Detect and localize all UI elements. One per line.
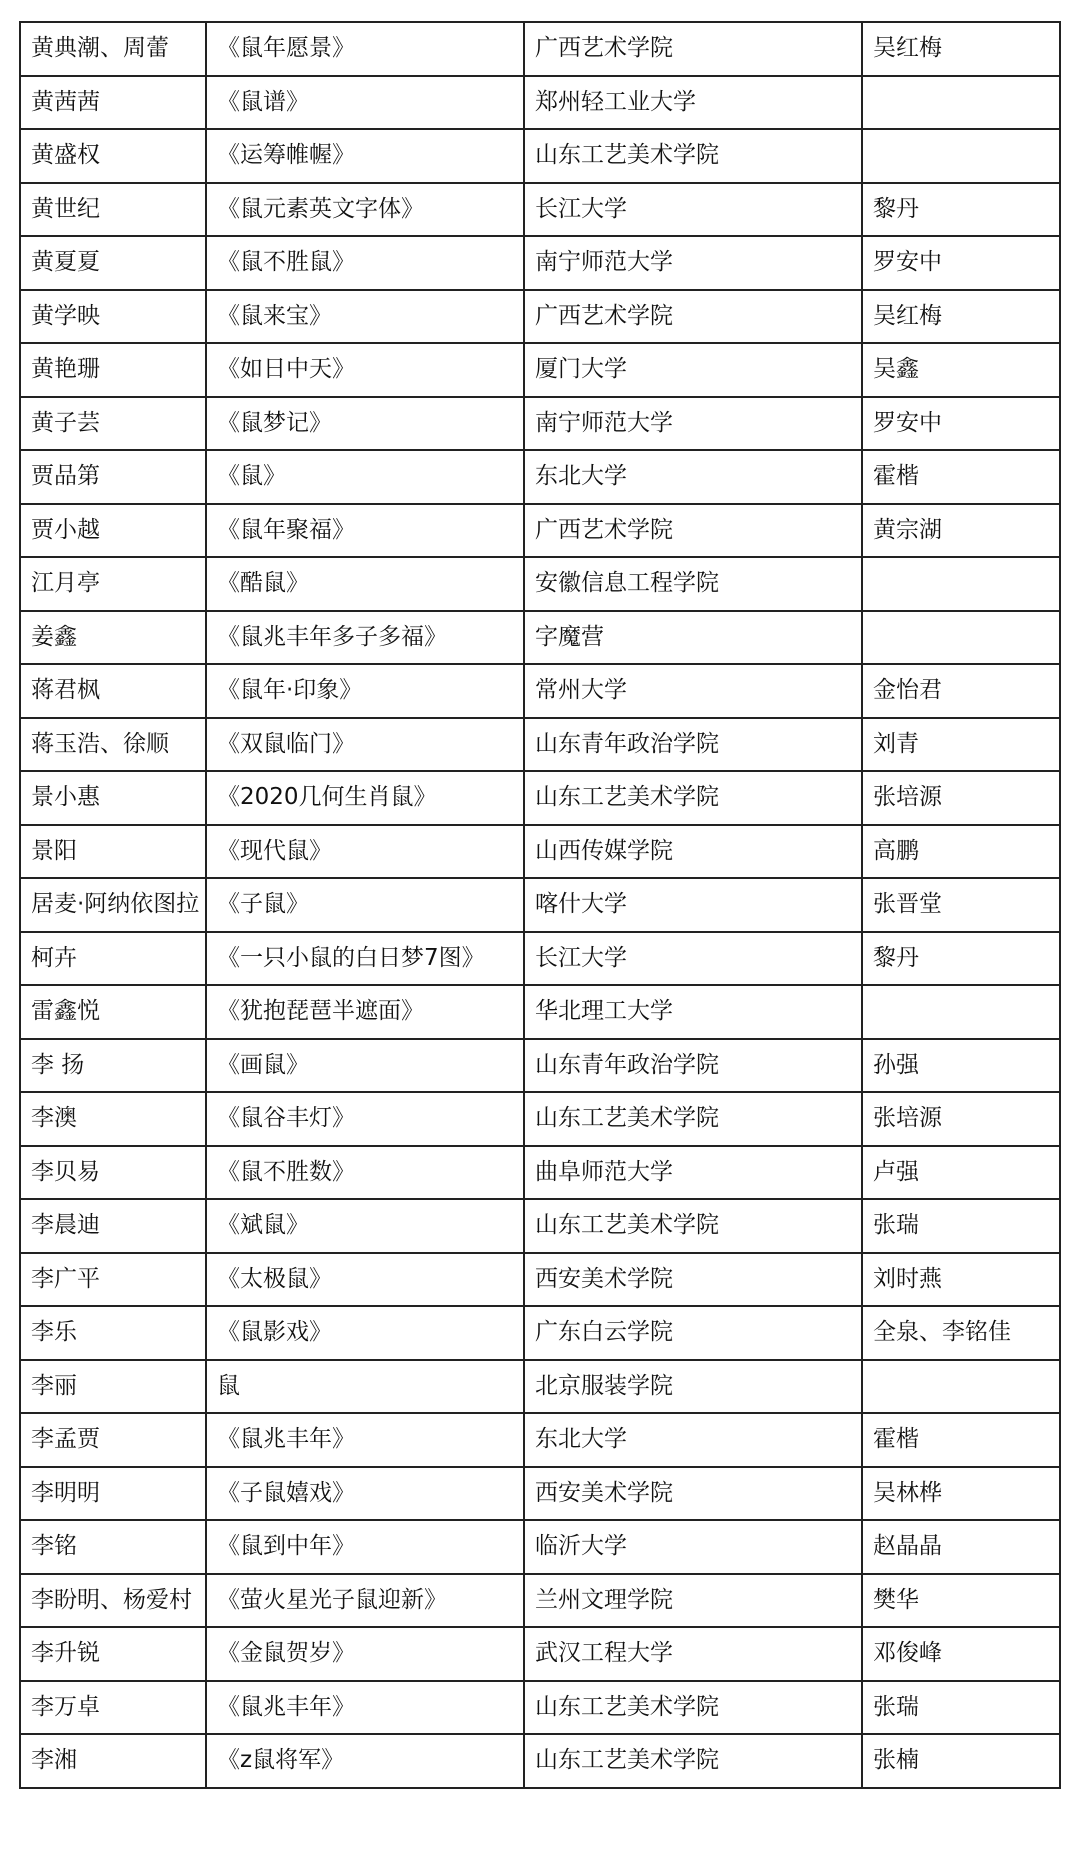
advisor-cell [862, 557, 1060, 611]
school-cell: 郑州轻工业大学 [524, 76, 862, 130]
advisor-cell: 霍楷 [862, 1413, 1060, 1467]
work-title-cell: 《酷鼠》 [206, 557, 524, 611]
advisor-cell [862, 985, 1060, 1039]
school-cell: 厦门大学 [524, 343, 862, 397]
table-row [20, 932, 1060, 986]
school-cell: 山东青年政治学院 [524, 718, 862, 772]
work-title-cell: 《鼠来宝》 [206, 290, 524, 344]
work-title-cell: 《鼠不胜鼠》 [206, 236, 524, 290]
advisor-cell: 高鹏 [862, 825, 1060, 879]
advisor-cell: 吴鑫 [862, 343, 1060, 397]
advisor-cell: 卢强 [862, 1146, 1060, 1200]
table-row [20, 1734, 1060, 1788]
table-row [20, 1681, 1060, 1735]
author-cell: 姜鑫 [20, 611, 206, 665]
table-row [20, 878, 1060, 932]
school-cell: 山东工艺美术学院 [524, 129, 862, 183]
work-title-cell: 《萤火星光子鼠迎新》 [206, 1574, 524, 1628]
advisor-cell: 赵晶晶 [862, 1520, 1060, 1574]
school-cell: 广西艺术学院 [524, 504, 862, 558]
table-row [20, 343, 1060, 397]
school-cell: 字魔营 [524, 611, 862, 665]
work-title-cell: 《鼠年聚福》 [206, 504, 524, 558]
work-title-cell: 《画鼠》 [206, 1039, 524, 1093]
table-row [20, 1574, 1060, 1628]
work-title-cell: 《子鼠》 [206, 878, 524, 932]
work-title-cell: 《z鼠将军》 [206, 1734, 524, 1788]
work-title-cell: 《如日中天》 [206, 343, 524, 397]
advisor-cell: 孙强 [862, 1039, 1060, 1093]
advisor-cell: 刘时燕 [862, 1253, 1060, 1307]
work-title-cell: 《鼠兆丰年》 [206, 1681, 524, 1735]
table-row [20, 1199, 1060, 1253]
advisor-cell: 金怡君 [862, 664, 1060, 718]
school-cell: 山东工艺美术学院 [524, 1734, 862, 1788]
work-title-cell: 《鼠不胜数》 [206, 1146, 524, 1200]
author-cell: 景小惠 [20, 771, 206, 825]
table-row [20, 1306, 1060, 1360]
author-cell: 黄典潮、周蕾 [20, 22, 206, 76]
author-cell: 李 扬 [20, 1039, 206, 1093]
work-title-cell: 《鼠梦记》 [206, 397, 524, 451]
advisor-cell: 张培源 [862, 1092, 1060, 1146]
author-cell: 景阳 [20, 825, 206, 879]
work-title-cell: 《太极鼠》 [206, 1253, 524, 1307]
table-row [20, 1360, 1060, 1414]
work-title-cell: 《鼠元素英文字体》 [206, 183, 524, 237]
advisor-cell [862, 1360, 1060, 1414]
results-table [19, 21, 1061, 1789]
author-cell: 李丽 [20, 1360, 206, 1414]
author-cell: 李孟贾 [20, 1413, 206, 1467]
table-row [20, 450, 1060, 504]
advisor-cell: 张培源 [862, 771, 1060, 825]
author-cell: 江月亭 [20, 557, 206, 611]
advisor-cell: 张瑞 [862, 1681, 1060, 1735]
school-cell: 北京服装学院 [524, 1360, 862, 1414]
advisor-cell [862, 129, 1060, 183]
table-row [20, 1627, 1060, 1681]
school-cell: 临沂大学 [524, 1520, 862, 1574]
advisor-cell: 黄宗湖 [862, 504, 1060, 558]
advisor-cell: 吴红梅 [862, 290, 1060, 344]
author-cell: 黄茜茜 [20, 76, 206, 130]
author-cell: 贾品第 [20, 450, 206, 504]
table-row [20, 1092, 1060, 1146]
school-cell: 西安美术学院 [524, 1253, 862, 1307]
author-cell: 黄夏夏 [20, 236, 206, 290]
advisor-cell: 邓俊峰 [862, 1627, 1060, 1681]
work-title-cell: 《犹抱琵琶半遮面》 [206, 985, 524, 1039]
work-title-cell: 《鼠年·印象》 [206, 664, 524, 718]
work-title-cell: 《一只小鼠的白日梦7图》 [206, 932, 524, 986]
school-cell: 山东青年政治学院 [524, 1039, 862, 1093]
table-row [20, 1253, 1060, 1307]
author-cell: 李升锐 [20, 1627, 206, 1681]
table-row [20, 1413, 1060, 1467]
table-row [20, 718, 1060, 772]
advisor-cell: 张楠 [862, 1734, 1060, 1788]
work-title-cell: 《双鼠临门》 [206, 718, 524, 772]
author-cell: 李晨迪 [20, 1199, 206, 1253]
advisor-cell: 张瑞 [862, 1199, 1060, 1253]
school-cell: 广西艺术学院 [524, 290, 862, 344]
author-cell: 黄子芸 [20, 397, 206, 451]
work-title-cell: 《鼠到中年》 [206, 1520, 524, 1574]
table-row [20, 664, 1060, 718]
work-title-cell: 《现代鼠》 [206, 825, 524, 879]
work-title-cell: 《鼠》 [206, 450, 524, 504]
school-cell: 华北理工大学 [524, 985, 862, 1039]
work-title-cell: 《斌鼠》 [206, 1199, 524, 1253]
table-row [20, 22, 1060, 76]
work-title-cell: 鼠 [206, 1360, 524, 1414]
author-cell: 李贝易 [20, 1146, 206, 1200]
author-cell: 李明明 [20, 1467, 206, 1521]
advisor-cell [862, 76, 1060, 130]
author-cell: 黄世纪 [20, 183, 206, 237]
table-row [20, 183, 1060, 237]
school-cell: 山东工艺美术学院 [524, 1199, 862, 1253]
author-cell: 李铭 [20, 1520, 206, 1574]
advisor-cell: 刘青 [862, 718, 1060, 772]
school-cell: 武汉工程大学 [524, 1627, 862, 1681]
school-cell: 常州大学 [524, 664, 862, 718]
table-row [20, 771, 1060, 825]
author-cell: 李乐 [20, 1306, 206, 1360]
author-cell: 李湘 [20, 1734, 206, 1788]
table-row [20, 557, 1060, 611]
work-title-cell: 《鼠兆丰年多子多福》 [206, 611, 524, 665]
author-cell: 李盼明、杨爱村 [20, 1574, 206, 1628]
work-title-cell: 《鼠谱》 [206, 76, 524, 130]
table-row [20, 504, 1060, 558]
advisor-cell: 全泉、李铭佳 [862, 1306, 1060, 1360]
school-cell: 南宁师范大学 [524, 397, 862, 451]
school-cell: 曲阜师范大学 [524, 1146, 862, 1200]
author-cell: 李万卓 [20, 1681, 206, 1735]
advisor-cell: 张晋堂 [862, 878, 1060, 932]
table-row [20, 611, 1060, 665]
work-title-cell: 《运筹帷幄》 [206, 129, 524, 183]
author-cell: 蒋玉浩、徐顺 [20, 718, 206, 772]
author-cell: 柯卉 [20, 932, 206, 986]
school-cell: 山东工艺美术学院 [524, 771, 862, 825]
work-title-cell: 《子鼠嬉戏》 [206, 1467, 524, 1521]
author-cell: 贾小越 [20, 504, 206, 558]
advisor-cell [862, 611, 1060, 665]
table-row [20, 290, 1060, 344]
advisor-cell: 吴红梅 [862, 22, 1060, 76]
advisor-cell: 罗安中 [862, 236, 1060, 290]
table-row [20, 985, 1060, 1039]
author-cell: 李澳 [20, 1092, 206, 1146]
advisor-cell: 吴林桦 [862, 1467, 1060, 1521]
school-cell: 山西传媒学院 [524, 825, 862, 879]
work-title-cell: 《鼠年愿景》 [206, 22, 524, 76]
work-title-cell: 《2020几何生肖鼠》 [206, 771, 524, 825]
author-cell: 黄盛权 [20, 129, 206, 183]
work-title-cell: 《鼠谷丰灯》 [206, 1092, 524, 1146]
table-row [20, 1467, 1060, 1521]
school-cell: 西安美术学院 [524, 1467, 862, 1521]
table-row [20, 236, 1060, 290]
table-row [20, 825, 1060, 879]
author-cell: 蒋君枫 [20, 664, 206, 718]
school-cell: 广东白云学院 [524, 1306, 862, 1360]
table-row [20, 1039, 1060, 1093]
author-cell: 李广平 [20, 1253, 206, 1307]
author-cell: 居麦·阿纳依图拉 [20, 878, 206, 932]
table-row [20, 1520, 1060, 1574]
author-cell: 黄艳珊 [20, 343, 206, 397]
results-table-body [20, 22, 1060, 1788]
school-cell: 南宁师范大学 [524, 236, 862, 290]
work-title-cell: 《鼠兆丰年》 [206, 1413, 524, 1467]
advisor-cell: 霍楷 [862, 450, 1060, 504]
school-cell: 广西艺术学院 [524, 22, 862, 76]
school-cell: 东北大学 [524, 1413, 862, 1467]
advisor-cell: 樊华 [862, 1574, 1060, 1628]
table-row [20, 129, 1060, 183]
school-cell: 长江大学 [524, 932, 862, 986]
work-title-cell: 《鼠影戏》 [206, 1306, 524, 1360]
school-cell: 东北大学 [524, 450, 862, 504]
advisor-cell: 黎丹 [862, 932, 1060, 986]
advisor-cell: 罗安中 [862, 397, 1060, 451]
school-cell: 兰州文理学院 [524, 1574, 862, 1628]
author-cell: 雷鑫悦 [20, 985, 206, 1039]
school-cell: 安徽信息工程学院 [524, 557, 862, 611]
school-cell: 喀什大学 [524, 878, 862, 932]
table-row [20, 397, 1060, 451]
work-title-cell: 《金鼠贺岁》 [206, 1627, 524, 1681]
school-cell: 山东工艺美术学院 [524, 1092, 862, 1146]
table-row [20, 76, 1060, 130]
table-row [20, 1146, 1060, 1200]
advisor-cell: 黎丹 [862, 183, 1060, 237]
school-cell: 长江大学 [524, 183, 862, 237]
author-cell: 黄学映 [20, 290, 206, 344]
school-cell: 山东工艺美术学院 [524, 1681, 862, 1735]
